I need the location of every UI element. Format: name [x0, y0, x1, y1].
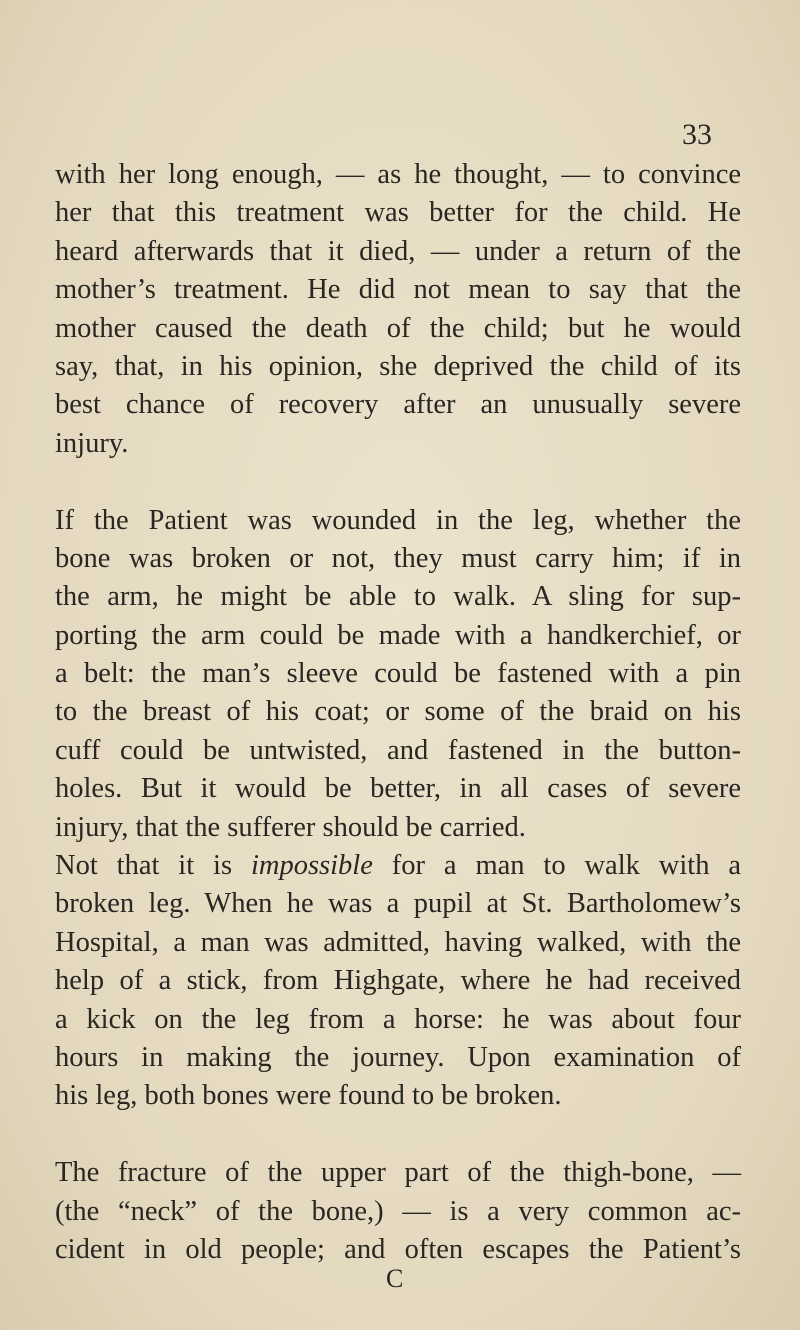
text-line: holes. But it would be better, in all cases of severe: [55, 773, 741, 805]
text-line: The fracture of the upper part of the thigh-bone, —: [55, 1157, 741, 1189]
paragraph-gap: [55, 463, 741, 501]
text-fragment: for a man to walk with a: [372, 850, 741, 882]
text-fragment: Not that it is: [55, 850, 251, 882]
text-line: a belt: the man’s sleeve could be fastened with a pin: [55, 658, 741, 690]
text-line: bone was broken or not, they must carry him; if in: [55, 542, 741, 574]
text-line: a kick on the leg from a horse: he was about four: [55, 1003, 741, 1035]
paragraph-4: [55, 1154, 741, 1269]
text-line: heard afterwards that it died, — under a return of the: [55, 235, 741, 267]
text-line: hours in making the journey. Upon examination of: [55, 1041, 741, 1073]
text-line: If the Patient was wounded in the leg, whether the: [55, 504, 741, 536]
paragraph-1: [55, 156, 741, 463]
text-line: mother’s treatment. He did not mean to say that the: [55, 274, 741, 306]
text-line: injury, that the sufferer should be carried.: [55, 811, 526, 843]
paragraph-gap: [55, 1116, 741, 1154]
signature-mark: C: [386, 1264, 404, 1293]
text-line: (the “neck” of the bone,) — is a very common ac-: [55, 1195, 741, 1227]
text-line: her that this treatment was better for the child. He: [55, 197, 741, 229]
text-line: to the breast of his coat; or some of the braid on his: [55, 696, 741, 728]
page-number: 33: [682, 118, 712, 151]
text-line: porting the arm could be made with a handkerchief, or: [55, 619, 741, 651]
text-line: broken leg. When he was a pupil at St. Bartholomew’s: [55, 888, 741, 920]
text-line-with-emphasis: [55, 847, 741, 885]
text-line: cuff could be untwisted, and fastened in the button-: [55, 734, 741, 766]
text-line: best chance of recovery after an unusually severe: [55, 389, 741, 421]
body-text: [55, 156, 741, 1269]
text-line: cident in old people; and often escapes the Patient’s: [55, 1233, 741, 1265]
text-line: his leg, both bones were found to be broken.: [55, 1080, 562, 1112]
paragraph-2: [55, 502, 741, 848]
text-line: the arm, he might be able to walk. A sling for sup-: [55, 581, 741, 613]
text-line: with her long enough, — as he thought, — to convince: [55, 159, 741, 190]
paragraph-3: [55, 847, 741, 1116]
emphasis-word: impossible: [250, 850, 373, 882]
text-line: help of a stick, from Highgate, where he had received: [55, 965, 741, 997]
text-line: say, that, in his opinion, she deprived the child of its: [55, 350, 741, 382]
text-line: mother caused the death of the child; but he would: [55, 312, 741, 344]
text-line: Hospital, a man was admitted, having walked, with the: [55, 926, 741, 958]
text-line: injury.: [55, 427, 129, 459]
